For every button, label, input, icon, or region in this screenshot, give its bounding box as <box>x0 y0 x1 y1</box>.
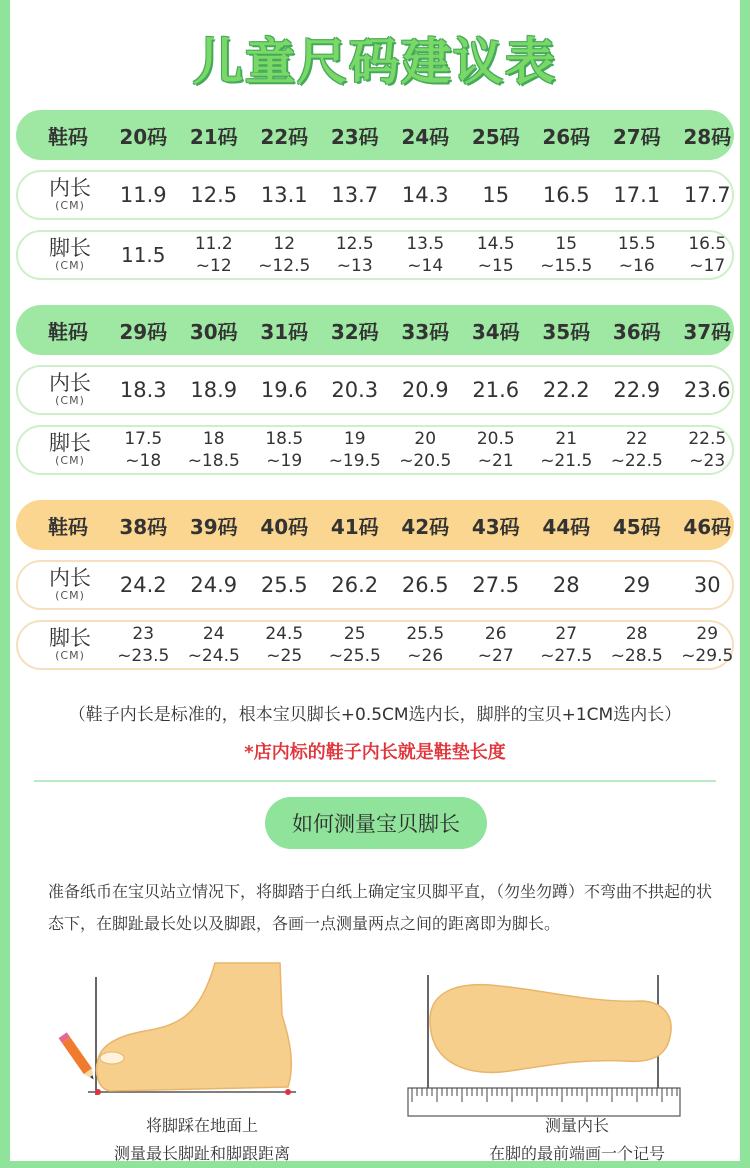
unit-text: (CM) <box>55 454 85 467</box>
size-header-row <box>16 305 734 355</box>
size-cell: 23码 <box>330 124 379 149</box>
foot-length-min: 28 <box>625 624 648 644</box>
foot-length-text: 脚长 <box>49 431 91 455</box>
foot-length-min: 22 <box>625 429 648 449</box>
foot-length-cell <box>531 232 602 278</box>
foot-length-min: 11.2 <box>194 234 233 254</box>
foot-length-cell <box>602 622 673 668</box>
size-cell: 35码 <box>542 319 591 344</box>
foot-length-max: ~16 <box>618 256 655 276</box>
foot-length-min: 24 <box>202 624 225 644</box>
foot-length-max: ~18.5 <box>187 451 240 471</box>
foot-length-label <box>30 622 110 668</box>
foot-length-row <box>16 620 734 670</box>
inner-length-cell: 28 <box>552 573 580 597</box>
size-cell: 44码 <box>542 514 591 539</box>
foot-length-min: 18.5 <box>265 429 304 449</box>
foot-length-cell <box>249 427 320 473</box>
foot-length-max: ~27 <box>477 646 514 666</box>
size-cell: 20码 <box>119 124 168 149</box>
measure-instructions: 准备纸币在宝贝站立情况下，将脚踏于白纸上确定宝贝脚平直，（勿坐勿蹲）不弯曲不拱起的状态下，在脚趾最长处以及脚跟，各画一点测量两点之间的距离即为脚长。 <box>48 882 713 933</box>
page-title: 儿童尺码建议表 <box>193 33 557 91</box>
foot-length-min: 20.5 <box>476 429 515 449</box>
inner-length-cell: 13.7 <box>331 183 379 207</box>
foot-length-cell <box>320 427 391 473</box>
foot-length-cell <box>390 427 461 473</box>
inner-length-cell: 14.3 <box>401 183 449 207</box>
foot-length-cell <box>249 622 320 668</box>
size-cell: 22码 <box>260 124 309 149</box>
inner-length-label <box>30 562 110 608</box>
size-cell: 25码 <box>471 124 520 149</box>
foot-length-cell <box>531 622 602 668</box>
foot-length-max: ~15.5 <box>540 256 593 276</box>
size-cell: 40码 <box>260 514 309 539</box>
inner-length-row <box>16 170 734 220</box>
heel-mark <box>285 1089 291 1095</box>
size-cell: 39码 <box>189 514 238 539</box>
foot-length-max: ~12 <box>195 256 232 276</box>
foot-length-cell <box>531 427 602 473</box>
size-cell: 26码 <box>542 124 591 149</box>
inner-length-text: 内长 <box>49 566 91 590</box>
foot-length-cell <box>179 427 250 473</box>
size-label: 鞋码 <box>48 124 88 149</box>
size-cell: 38码 <box>119 514 168 539</box>
foot-length-max: ~26 <box>407 646 444 666</box>
inner-length-cell: 17.1 <box>613 183 661 207</box>
insole-note: *店内标的鞋子内长就是鞋垫长度 <box>244 742 506 763</box>
foot-length-min: 22.5 <box>688 429 727 449</box>
inner-length-cell: 20.9 <box>401 378 449 402</box>
inner-length-label <box>30 172 110 218</box>
title-area <box>10 22 740 94</box>
size-cell: 31码 <box>260 319 309 344</box>
foot-length-min: 17.5 <box>124 429 163 449</box>
foot-length-max: ~21.5 <box>540 451 593 471</box>
size-cell: 34码 <box>471 319 520 344</box>
inner-length-cell: 18.9 <box>190 378 238 402</box>
caption-right-line2: 在脚的最前端画一个记号 <box>488 1144 665 1163</box>
foot-length-cell <box>390 622 461 668</box>
inner-length-cell: 30 <box>693 573 721 597</box>
inner-length-cell: 11.9 <box>119 183 167 207</box>
foot-length-max: ~22.5 <box>610 451 663 471</box>
foot-length-min: 19 <box>343 429 366 449</box>
foot-length-min: 18 <box>202 429 225 449</box>
foot-length-min: 15.5 <box>617 234 656 254</box>
foot-length-cell <box>672 232 743 278</box>
inner-length-cell: 17.7 <box>683 183 731 207</box>
caption-left-line2: 测量最长脚趾和脚跟距离 <box>113 1144 290 1163</box>
foot-length-max: ~21 <box>477 451 514 471</box>
size-cell: 46码 <box>683 514 732 539</box>
foot-length-cell <box>179 232 250 278</box>
foot-length-min: 25 <box>343 624 366 644</box>
size-cell: 30码 <box>189 319 238 344</box>
foot-length-min: 12.5 <box>335 234 374 254</box>
size-header-row <box>16 500 734 550</box>
foot-length-min: 11.5 <box>120 243 166 267</box>
inner-length-cell: 18.3 <box>119 378 167 402</box>
foot-length-cell <box>108 232 179 278</box>
foot-length-min: 20 <box>414 429 437 449</box>
toe-nail <box>100 1052 124 1064</box>
caption-right-line1: 测量内长 <box>544 1116 609 1135</box>
inner-length-label <box>30 367 110 413</box>
foot-length-max: ~12.5 <box>258 256 311 276</box>
size-cell: 36码 <box>612 319 661 344</box>
inner-length-row <box>16 365 734 415</box>
inner-length-cell: 16.5 <box>542 183 590 207</box>
inner-length-cell: 21.6 <box>472 378 520 402</box>
foot-length-max: ~17 <box>689 256 726 276</box>
foot-length-cell <box>390 232 461 278</box>
size-label: 鞋码 <box>48 514 88 539</box>
caption-right <box>447 1112 707 1168</box>
size-cell: 33码 <box>401 319 450 344</box>
foot-length-min: 16.5 <box>688 234 727 254</box>
foot-length-max: ~27.5 <box>540 646 593 666</box>
size-cell: 28码 <box>683 124 732 149</box>
inner-length-cell: 20.3 <box>331 378 379 402</box>
inner-length-note: （鞋子内长是标准的，根本宝贝脚长+0.5CM选内长，脚胖的宝贝+1CM选内长） <box>68 705 682 725</box>
foot-length-min: 12 <box>273 234 296 254</box>
unit-text: (CM) <box>55 394 85 407</box>
unit-text: (CM) <box>55 259 85 272</box>
inner-length-text: 内长 <box>49 176 91 200</box>
foot-length-cell <box>461 427 532 473</box>
foot-length-min: 27 <box>555 624 578 644</box>
foot-length-cell <box>320 622 391 668</box>
foot-length-label <box>30 427 110 473</box>
unit-text: (CM) <box>55 649 85 662</box>
foot-length-cell <box>672 622 743 668</box>
foot-length-max: ~28.5 <box>610 646 663 666</box>
foot-length-max: ~19.5 <box>328 451 381 471</box>
how-to-measure-button[interactable]: 如何测量宝贝脚长 <box>265 797 487 849</box>
size-cell: 37码 <box>683 319 732 344</box>
size-header-row <box>16 110 734 160</box>
foot-length-min: 26 <box>484 624 507 644</box>
foot-length-cell <box>108 427 179 473</box>
caption-left-line1: 将脚踩在地面上 <box>145 1116 258 1135</box>
foot-length-cell <box>602 427 673 473</box>
inner-length-cell: 26.2 <box>331 573 379 597</box>
foot-side-illustration <box>50 955 310 1105</box>
inner-length-text: 内长 <box>49 371 91 395</box>
foot-length-min: 23 <box>132 624 155 644</box>
size-chart-card <box>10 0 740 1161</box>
sole-ruler-illustration <box>400 975 690 1120</box>
inner-length-cell: 26.5 <box>401 573 449 597</box>
foot-length-cell <box>179 622 250 668</box>
foot-length-max: ~25.5 <box>328 646 381 666</box>
foot-length-label <box>30 232 110 278</box>
size-cell: 42码 <box>401 514 450 539</box>
unit-text: (CM) <box>55 199 85 212</box>
foot-length-cell <box>249 232 320 278</box>
foot-shape <box>97 963 292 1091</box>
divider <box>34 780 716 782</box>
foot-length-min: 14.5 <box>476 234 515 254</box>
inner-length-cell: 22.9 <box>613 378 661 402</box>
inner-length-cell: 19.6 <box>260 378 308 402</box>
inner-length-cell: 24.2 <box>119 573 167 597</box>
foot-length-cell <box>108 622 179 668</box>
size-cell: 27码 <box>612 124 661 149</box>
size-cell: 32码 <box>330 319 379 344</box>
inner-length-cell: 27.5 <box>472 573 520 597</box>
caption-left <box>72 1112 332 1168</box>
foot-length-min: 25.5 <box>406 624 445 644</box>
foot-length-min: 29 <box>696 624 719 644</box>
inner-length-cell: 15 <box>482 183 510 207</box>
foot-length-text: 脚长 <box>49 626 91 650</box>
inner-length-cell: 13.1 <box>260 183 308 207</box>
inner-length-cell: 22.2 <box>542 378 590 402</box>
foot-length-max: ~18 <box>125 451 162 471</box>
foot-length-row <box>16 425 734 475</box>
foot-length-max: ~15 <box>477 256 514 276</box>
foot-length-text: 脚长 <box>49 236 91 260</box>
foot-length-min: 21 <box>555 429 578 449</box>
sole-shape <box>430 985 671 1073</box>
foot-length-max: ~23.5 <box>117 646 170 666</box>
inner-length-cell: 25.5 <box>260 573 308 597</box>
foot-length-cell <box>461 622 532 668</box>
inner-length-cell: 29 <box>623 573 651 597</box>
inner-length-cell: 24.9 <box>190 573 238 597</box>
foot-length-min: 24.5 <box>265 624 304 644</box>
foot-length-max: ~25 <box>266 646 303 666</box>
size-cell: 45码 <box>612 514 661 539</box>
size-label: 鞋码 <box>48 319 88 344</box>
foot-length-cell <box>602 232 673 278</box>
foot-length-max: ~19 <box>266 451 303 471</box>
foot-length-row <box>16 230 734 280</box>
inner-length-cell: 23.6 <box>683 378 731 402</box>
foot-length-max: ~13 <box>336 256 373 276</box>
foot-length-min: 13.5 <box>406 234 445 254</box>
foot-length-max: ~24.5 <box>187 646 240 666</box>
size-cell: 24码 <box>401 124 450 149</box>
size-cell: 43码 <box>471 514 520 539</box>
foot-length-max: ~20.5 <box>399 451 452 471</box>
foot-length-min: 15 <box>555 234 578 254</box>
pencil-icon <box>59 1032 98 1082</box>
inner-length-row <box>16 560 734 610</box>
size-cell: 21码 <box>189 124 238 149</box>
foot-length-max: ~29.5 <box>681 646 734 666</box>
toe-mark <box>95 1089 101 1095</box>
foot-length-max: ~23 <box>689 451 726 471</box>
foot-length-cell <box>320 232 391 278</box>
foot-length-cell <box>461 232 532 278</box>
foot-length-cell <box>672 427 743 473</box>
unit-text: (CM) <box>55 589 85 602</box>
size-cell: 41码 <box>330 514 379 539</box>
size-cell: 29码 <box>119 319 168 344</box>
inner-length-cell: 12.5 <box>190 183 238 207</box>
foot-length-max: ~14 <box>407 256 444 276</box>
